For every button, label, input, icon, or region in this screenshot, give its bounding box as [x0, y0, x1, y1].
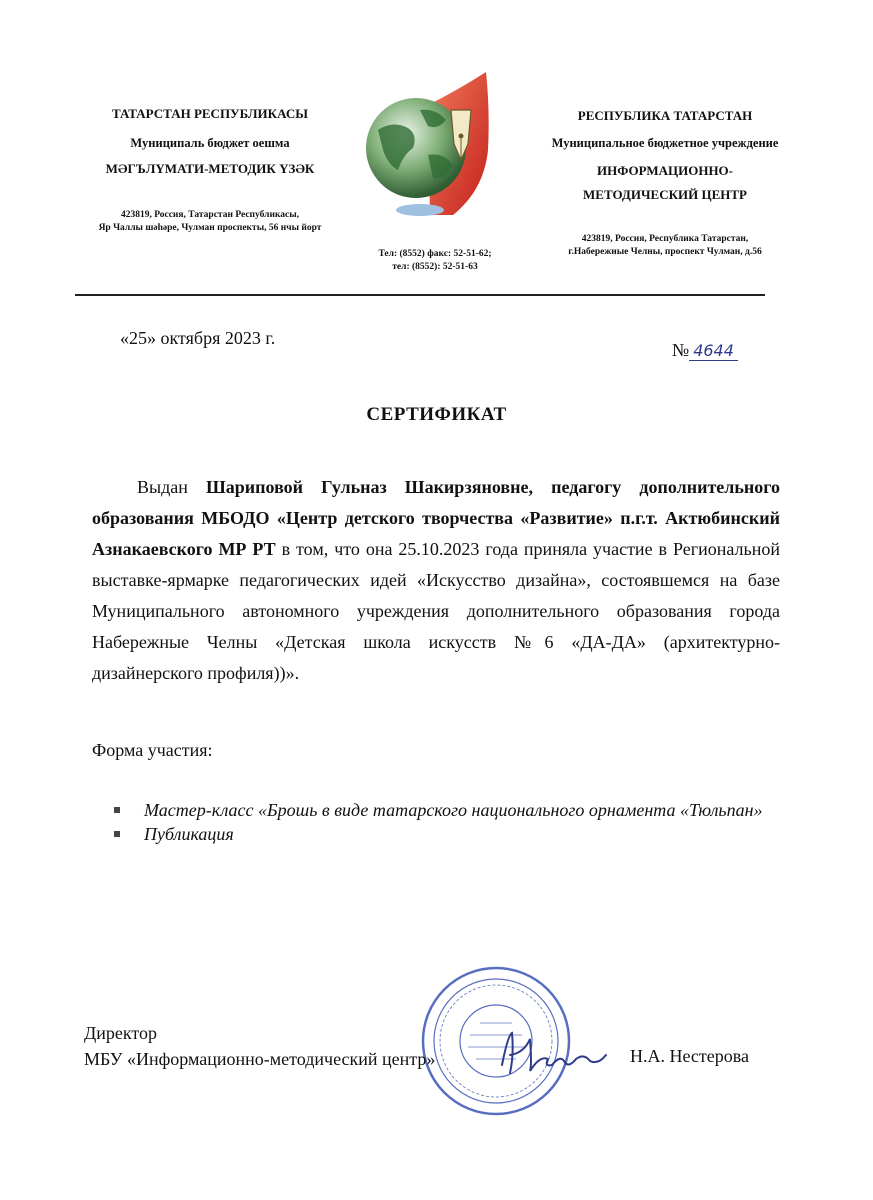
header-right-line3: [520, 159, 810, 207]
document-number-prefix: №: [672, 340, 690, 360]
header-right-line1: РЕСПУБЛИКА ТАТАРСТАН: [577, 108, 753, 123]
list-item-text: Публикация: [144, 824, 234, 844]
header-right-address-line1: 423819, Россия, Республика Татарстан,: [581, 234, 749, 244]
header-right-line2: Муниципальное бюджетное учреждение: [551, 136, 779, 150]
header-right-address: [520, 233, 810, 259]
participation-label: Форма участия:: [92, 740, 213, 760]
header-phone-line2: тел: (8552): 52-51-63: [392, 262, 478, 272]
header-right-line3b: МЕТОДИЧЕСКИЙ ЦЕНТР: [583, 187, 747, 202]
header-left-line3: МӘГЪЛҮМАТИ-МЕТОДИК ҮЗӘК: [105, 161, 315, 176]
certificate-body: [92, 472, 780, 689]
header-phone-line1: Тел: (8552) факс: 52-51-62;: [378, 249, 492, 259]
header-right-russian: [520, 108, 810, 259]
page-title: СЕРТИФИКАТ: [366, 404, 507, 425]
signatory-name: Н.А. Нестерова: [630, 1046, 750, 1066]
list-item-text: Мастер-класс «Брошь в виде татарского национального орнамента «Тюльпан»: [144, 800, 763, 820]
bullet-icon: [114, 831, 120, 837]
participation-list: [110, 798, 778, 846]
header-phones: [360, 248, 510, 274]
signatory-role-line2: МБУ «Информационно-методический центр»: [84, 1049, 436, 1069]
header-divider: [75, 294, 765, 296]
handwritten-signature-icon: [490, 1025, 610, 1085]
globe-pen-logo-icon: [358, 70, 508, 220]
header-left-line2: Муниципаль бюджет оешма: [130, 136, 290, 150]
document-number-value: 4644: [689, 341, 738, 361]
body-part2: в том, что она 25.10.2023 года приняла участие в Региональной выставке-ярмарке педагогических идей «Искусство дизайна», состоявшемся на базе Муниципального автономного учреждения дополнительного образования города Набережные Челны «Детская школа искусств №6 «ДА-ДА» (архитектурно-дизайнерского профиля))».: [92, 539, 780, 683]
header-left-address: [55, 209, 365, 235]
signatory-role: [84, 1020, 435, 1072]
document-date: «25» октября 2023 г.: [120, 328, 276, 348]
header-left-tatar: [55, 106, 365, 235]
signatory-role-line1: Директор: [84, 1023, 158, 1043]
body-recipient: Шариповой Гульназ Шакирзяновне, педагогу дополнительного образования МБОДО «Центр детского творчества «Развитие» п.г.т. Актюбинский Азнакаевского МР РТ: [92, 477, 780, 559]
header-right-address-line2: г.Набережные Челны, проспект Чулман, д.56: [568, 247, 762, 257]
header-right-line3a: ИНФОРМАЦИОННО-: [596, 163, 733, 178]
header-left-address-line1: 423819, Россия, Татарстан Республикасы,: [120, 210, 300, 220]
bullet-icon: [114, 807, 120, 813]
list-item: [110, 822, 778, 846]
header-left-address-line2: Яр Чаллы шәһәре, Чулман проспекты, 56 нчы йорт: [98, 223, 322, 233]
document-number: [672, 340, 738, 361]
body-part1: Выдан: [137, 477, 206, 497]
header-left-line1: ТАТАРСТАН РЕСПУБЛИКАСЫ: [112, 106, 308, 121]
list-item: [110, 798, 778, 822]
